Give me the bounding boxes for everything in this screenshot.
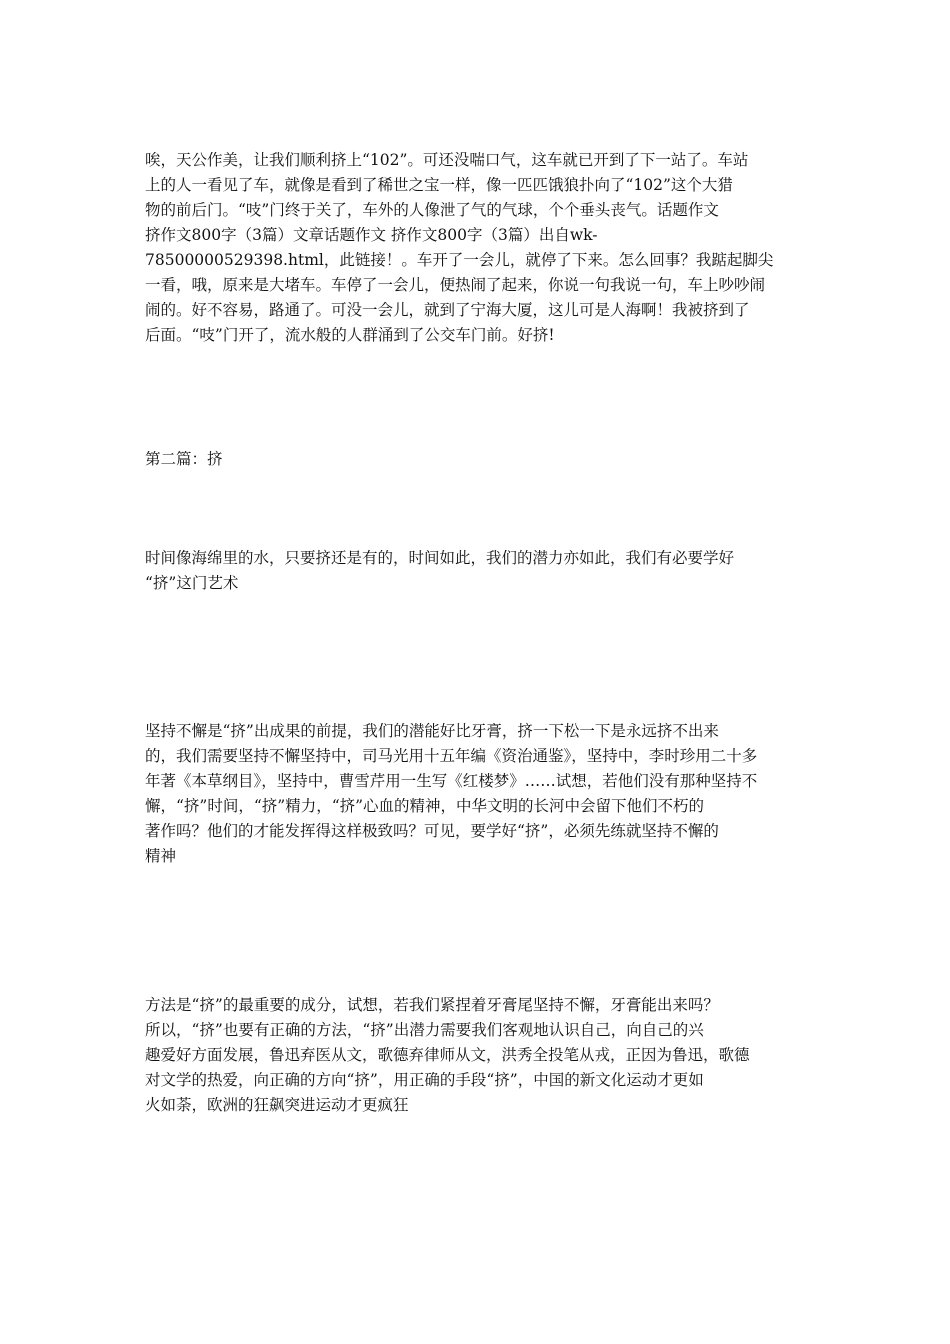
paragraph-1-line: 挤作文800字（3篇）文章话题作文 挤作文800字（3篇）出自wk- bbox=[145, 226, 598, 244]
paragraph-4-line: 火如荼，欧洲的狂飙突进运动才更疯狂 bbox=[145, 1096, 409, 1114]
paragraph-3-line: 的，我们需要坚持不懈坚持中，司马光用十五年编《资治通鉴》，坚持中，李时珍用二十多 bbox=[145, 747, 758, 765]
paragraph-1-line: 后面。“吱”门开了，流水般的人群涌到了公交车门前。好挤! bbox=[145, 326, 555, 344]
paragraph-1-line: 闹的。好不容易，路通了。可没一会儿，就到了宁海大厦，这儿可是人海啊！我被挤到了 bbox=[145, 301, 750, 319]
paragraph-3-line: 著作吗？他们的才能发挥得这样极致吗？可见，要学好“挤”，必须先练就坚持不懈的 bbox=[145, 822, 719, 840]
paragraph-4-line: 对文学的热爱，向正确的方向“挤”，用正确的手段“挤”，中国的新文化运动才更如 bbox=[145, 1071, 704, 1089]
paragraph-2-line: “挤”这门艺术 bbox=[145, 574, 239, 592]
paragraph-3-line: 懈，“挤”时间，“挤”精力，“挤”心血的精神，中华文明的长河中会留下他们不朽的 bbox=[145, 797, 705, 815]
section-heading bbox=[145, 447, 810, 472]
paragraph-2 bbox=[145, 546, 810, 596]
paragraph-2-line: 时间像海绵里的水，只要挤还是有的，时间如此，我们的潜力亦如此，我们有必要学好 bbox=[145, 549, 735, 567]
paragraph-3-line: 精神 bbox=[145, 847, 177, 865]
paragraph-4-line: 趣爱好方面发展，鲁迅弃医从文，歌德弃律师从文，洪秀全投笔从戎，正因为鲁迅，歌德 bbox=[145, 1046, 750, 1064]
paragraph-4-line: 方法是“挤”的最重要的成分，试想，若我们紧捏着牙膏尾坚持不懈，牙膏能出来吗？ bbox=[145, 996, 719, 1014]
paragraph-1 bbox=[145, 148, 810, 348]
paragraph-1-line: 上的人一看见了车，就像是看到了稀世之宝一样，像一匹匹饿狼扑向了“102”这个大猎 bbox=[145, 176, 733, 194]
paragraph-3 bbox=[145, 719, 810, 869]
paragraph-1-line: 唉，天公作美，让我们顺利挤上“102”。可还没喘口气，这车就已开到了下一站了。车站 bbox=[145, 151, 749, 169]
paragraph-4 bbox=[145, 993, 810, 1118]
paragraph-3-line: 坚持不懈是“挤”出成果的前提，我们的潜能好比牙膏，挤一下松一下是永远挤不出来 bbox=[145, 722, 719, 740]
paragraph-3-line: 年著《本草纲目》，坚持中，曹雪芹用一生写《红楼梦》……试想，若他们没有那种坚持不 bbox=[145, 772, 758, 790]
paragraph-1-line: 78500000529398.html，此链接！。车开了一会儿，就停了下来。怎么回事？我踮起脚尖 bbox=[145, 251, 774, 269]
section-heading-text: 第二篇：挤 bbox=[145, 450, 223, 468]
paragraph-1-line: 物的前后门。“吱”门终于关了，车外的人像泄了气的气球，个个垂头丧气。话题作文 bbox=[145, 201, 719, 219]
paragraph-1-line: 一看，哦，原来是大堵车。车停了一会儿，便热闹了起来，你说一句我说一句，车上吵吵闹 bbox=[145, 276, 766, 294]
paragraph-4-line: 所以，“挤”也要有正确的方法，“挤”出潜力需要我们客观地认识自己，向自己的兴 bbox=[145, 1021, 704, 1039]
